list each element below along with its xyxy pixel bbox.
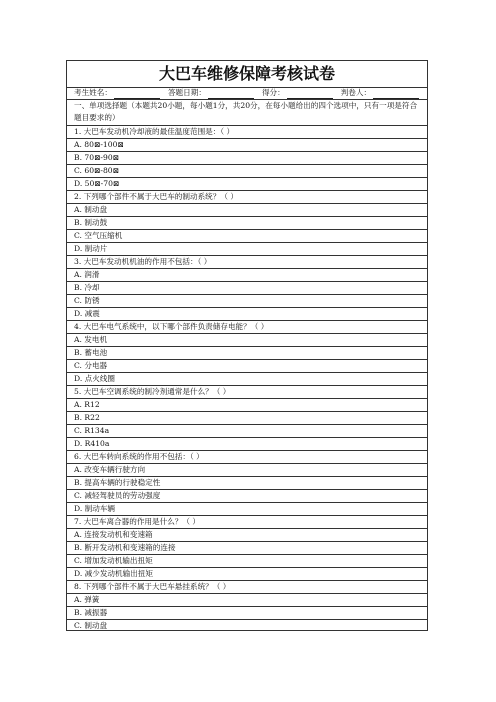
answer-option[interactable]: B. 蓄电池	[67, 347, 427, 360]
answer-option[interactable]: B. 制动鼓	[67, 217, 427, 230]
answer-option[interactable]: D. R410a	[67, 438, 427, 451]
answer-option[interactable]: D. 减震	[67, 308, 427, 321]
answer-option[interactable]: C. 增加发动机输出扭矩	[67, 555, 427, 568]
answer-option[interactable]: D. 减少发动机输出扭矩	[67, 568, 427, 581]
answer-option[interactable]: B. 提高车辆的行驶稳定性	[67, 477, 427, 490]
answer-option[interactable]: B. 减振器	[67, 607, 427, 620]
answer-option[interactable]: B. 70⊠-90⊠	[67, 152, 427, 165]
candidate-info-row	[67, 87, 427, 100]
answer-option[interactable]: C. 分电器	[67, 360, 427, 373]
answer-option[interactable]: D. 制动片	[67, 243, 427, 256]
answer-option[interactable]: B. 冷却	[67, 282, 427, 295]
answer-option[interactable]: C. 减轻驾驶员的劳动强度	[67, 490, 427, 503]
section-heading: 一、单项选择题（本题共20小题，每小题1分，共20分，在每小题给出的四个选项中，只有一项是符合题目要求的）	[67, 100, 427, 126]
grader-blank[interactable]	[373, 90, 419, 99]
answer-option[interactable]: B. R22	[67, 412, 427, 425]
answer-option[interactable]: A. 连接发动机和变速箱	[67, 529, 427, 542]
answer-option[interactable]: C. 空气压缩机	[67, 230, 427, 243]
answer-option[interactable]: A. 弹簧	[67, 594, 427, 607]
answer-option[interactable]: C. R134a	[67, 425, 427, 438]
question-stem: 7. 大巴车离合器的作用是什么？（ ）	[67, 516, 427, 529]
answer-option[interactable]: C. 防锈	[67, 295, 427, 308]
answer-option[interactable]: C. 60⊠-80⊠	[67, 165, 427, 178]
exam-paper	[66, 60, 428, 631]
date-label: 答题日期：	[167, 88, 206, 97]
score-blank[interactable]	[287, 90, 333, 99]
answer-option[interactable]: A. R12	[67, 399, 427, 412]
answer-option[interactable]: A. 制动盘	[67, 204, 427, 217]
question-stem: 1. 大巴车发动机冷却液的最佳温度范围是：（ ）	[67, 126, 427, 139]
answer-option[interactable]: A. 80⊠-100⊠	[67, 139, 427, 152]
answer-option[interactable]: A. 润滑	[67, 269, 427, 282]
answer-option[interactable]: C. 制动盘	[74, 621, 108, 630]
question-stem: 3. 大巴车发动机机油的作用不包括：（ ）	[67, 256, 427, 269]
question-stem: 6. 大巴车转向系统的作用不包括：（ ）	[67, 451, 427, 464]
answer-option[interactable]: D. 点火线圈	[67, 373, 427, 386]
question-stem: 5. 大巴车空调系统的制冷剂通常是什么？（ ）	[67, 386, 427, 399]
exam-title: 大巴车维修保障考核试卷	[67, 61, 427, 88]
answer-option[interactable]: B. 断开发动机和变速箱的连接	[67, 542, 427, 555]
question-stem: 2. 下列哪个部件不属于大巴车的制动系统？（ ）	[67, 191, 427, 204]
name-blank[interactable]	[114, 90, 160, 99]
question-stem: 8. 下列哪个部件不属于大巴车悬挂系统？（ ）	[67, 581, 427, 594]
name-label: 考生姓名：	[74, 88, 112, 97]
score-label: 得分：	[261, 88, 285, 97]
answer-option[interactable]: A. 发电机	[67, 334, 427, 347]
grader-label: 判卷人：	[340, 88, 372, 97]
answer-option[interactable]: A. 改变车辆行驶方向	[67, 464, 427, 477]
question-stem: 4. 大巴车电气系统中，以下哪个部件负责储存电能？（ ）	[67, 321, 427, 334]
answer-option[interactable]: D. 制动车辆	[67, 503, 427, 516]
date-blank[interactable]	[208, 90, 254, 99]
answer-option[interactable]: D. 50⊠-70⊠	[67, 178, 427, 191]
